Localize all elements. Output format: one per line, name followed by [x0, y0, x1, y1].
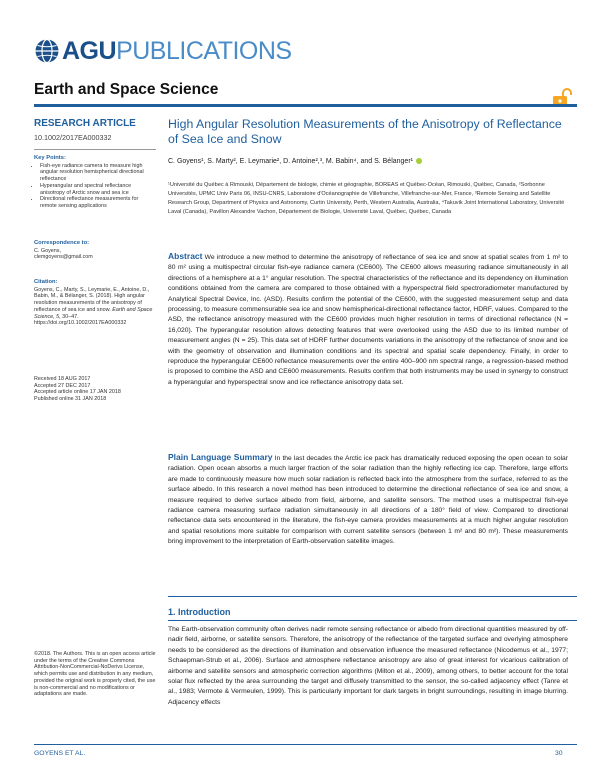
date-online: Accepted article online 17 JAN 2018: [34, 389, 121, 396]
key-point-item: • Hyperangular and spectral reflectance anisotropy of Arctic snow and sea ice: [40, 183, 156, 196]
citation-journal: Earth and Space Science, 5,: [34, 306, 153, 320]
logo-agu-text: AGU: [62, 36, 117, 65]
license-text: ©2018. The Authors. This is an open access article under the terms of the Creative Commons Attribution-NonCommercial-NoDerivs License, which permits use and distribution in any medium, provided the original work is properly cited, the use is non-commercial and no modifications or adaptations are made.: [34, 651, 156, 698]
date-accepted: Accepted 27 DEC 2017: [34, 382, 91, 389]
key-points-label: Key Points:: [34, 155, 66, 161]
left-divider: [34, 149, 156, 150]
author-list: [168, 158, 568, 165]
key-point-item: • Directional reflectance measurements for remote sensing applications: [40, 196, 156, 209]
page-number: 30: [555, 750, 563, 757]
date-received: Received 18 AUG 2017: [34, 376, 91, 382]
abstract-heading: Abstract: [168, 251, 203, 261]
date-published: Published online 31 JAN 2018: [34, 396, 107, 403]
journal-name: Earth and Space Science: [34, 81, 219, 98]
section-rule: [168, 620, 577, 621]
header-rule: [34, 104, 577, 107]
correspondence: [34, 240, 156, 261]
logo-publications-text: PUBLICATIONS: [116, 36, 292, 65]
globe-icon: [34, 38, 60, 64]
orcid-icon[interactable]: [416, 158, 422, 164]
article-title: High Angular Resolution Measurements of the Anisotropy of Reflectance of Sea Ice and Snow: [168, 117, 562, 146]
citation-url[interactable]: https://doi.org/10.1002/2017EA000332: [34, 320, 127, 327]
abstract-text: We introduce a new method to determine the anisotropy of reflectance of sea ice and snow at spatial scales from 1 m² to 80 m² using a multispectral circular fish-eye radiance camera (CE600). The CE600 allows measuring radiance simultaneously in all directions of a hemisphere at a 1° angular resolution. The spectral characteristics of the reflectance and its dependency on illumination conditions obtained from the camera are compared to those obtained with a hyperspectral field spectroradiometer manufactured by Analytical Spectral Device, Inc. (ASD). Results confirm the potential of the CE600, with the suggested measurement setup and data processing, to measure commensurable sea ice and snow hemispherical-directional reflectance factor, HDRF, values. Compared to the ASD, the reflectance anisotropy measured with the CE600 provides much higher resolution in terms of directional reflectance (N = 16,020). The hyperangular resolution allows detecting features that were overlooked using the ASD due to its limited number of measurement angles (N = 25). This data set of HDRF further documents variations in the anisotropy of the reflectance of snow and ice with the geometry of observation and illumination conditions and its spectral and spatial scale dependency. Finally, in order to reproduce the hyperangular CE600 reflectance measurements over the entire 400–900 nm spectral range, a regression-based method is proposed to combine the ASD and CE600 measurements. Results confirm that both instruments may be used in synergy to construct a hyperangular and hyperspectral snow and ice reflectance anisotropy data set.: [168, 254, 569, 386]
plain-language-summary: [168, 452, 568, 548]
citation-pages: 30–47.: [62, 313, 79, 320]
article-doi[interactable]: 10.1002/2017EA000332: [34, 133, 112, 142]
citation-text: Goyens, C., Marty, S., Leymarie, E., Antoine, D., Babin, M., & Bélanger, S. (2018). High angular resolution measurements of the anisotropy of reflectance of sea ice and snow.: [34, 286, 150, 313]
article-type: RESEARCH ARTICLE: [34, 118, 136, 129]
key-points: [34, 155, 156, 210]
citation: [34, 279, 156, 327]
citation-label: Citation:: [34, 279, 58, 285]
section-rule: [168, 596, 577, 597]
authors-text: C. Goyens¹, S. Marty², E. Leymarie², D. Antoine²,³, M. Babin⁴, and S. Bélanger¹: [168, 158, 413, 165]
key-point-item: • Fish-eye radiance camera to measure high angular resolution hemispherical directional reflectance: [40, 163, 156, 183]
agu-publications-logo: [34, 36, 292, 66]
correspondence-label: Correspondence to:: [34, 240, 90, 246]
article-dates: [34, 376, 156, 403]
footer-authors: GOYENS ET AL.: [34, 750, 86, 757]
introduction-heading: 1. Introduction: [168, 607, 231, 617]
pls-text: In the last decades the Arctic ice pack has dramatically reduced exposing the open ocean to solar radiation. Open ocean absorbs a much larger fraction of the solar radiation than the highly reflecting ice cap. Therefore, large efforts are made to continuously measure how much solar radiation is reflected back into the atmosphere from the surface, referred to as the surface albedo. In this research a novel method has been introduced to determine the directional reflectance of sea ice and snow, a measure required to derive surface albedo from field, airborne, and satellite sensors. The method uses a multispectral fish-eye radiance camera measuring surface radiation simultaneously in all directions of a 180° field of view. Compared to directional reflectance data sets encountered in the literature, the fish-eye camera provides measurements at a much higher angular resolution and spatial resolutions more suitable for comparison with current satellite sensors (between 1 m² and 80 m²). These measurements bring improvement to the interpretation of Earth-observation satellite images.: [168, 455, 569, 546]
footer-rule: [34, 744, 577, 745]
correspondence-name: C. Goyens,: [34, 247, 61, 254]
pls-heading: Plain Language Summary: [168, 452, 273, 462]
abstract: [168, 251, 568, 388]
introduction-text: The Earth-observation community often derives nadir remote sensing reflectance or albedo from directional quantities measured by off-nadir field, airborne, or satellite sensors. Therefore, the anisotropy of the reflectance of the targeted surface and overlying atmosphere needs to be considered as the directions of illumination and observation influence the measured reflectance (Nicodemus et al., 1977; Schaepman-Strub et al., 2006). Surface and atmosphere reflectance anisotropy are also of great interest for vicarious calibration of airborne and satellite sensors and atmospheric correction algorithms (Milton et al., 2009), among others, to better account for the total solar flux reflected by the area surrounding the target and diffusely transmitted to the sensor, the so-called adjacency effect (Tanre et al., 1983; Vermote & Vermeulen, 1999). This is particularly important for dark targets in bright surroundings, resulting in image blurring. Adjacency effects: [168, 626, 568, 706]
correspondence-email[interactable]: clemgoyens@gmail.com: [34, 254, 93, 261]
affiliations: ¹Université du Québec à Rimouski, Département de biologie, chimie et géographie, BOREAS et Québec-Océan, Rimouski, Québec, Canada, ²Sorbonne Universités, UPMC Univ Paris 06, INSU-CNRS, Laboratoire d'Océanographie de Villefranche, Villefranche-sur-Mer, France, ³Remote Sensing and Satellite Research Group, Department of Physics and Astronomy, Curtin University, Perth, Western Australia, Australia, ⁴Takuvik Joint International Laboratory, Université Laval (Canada), Pavillon Alexandre Vachon, Département de Biologie, Université Laval, Québec, Québec, Canada: [168, 182, 565, 215]
